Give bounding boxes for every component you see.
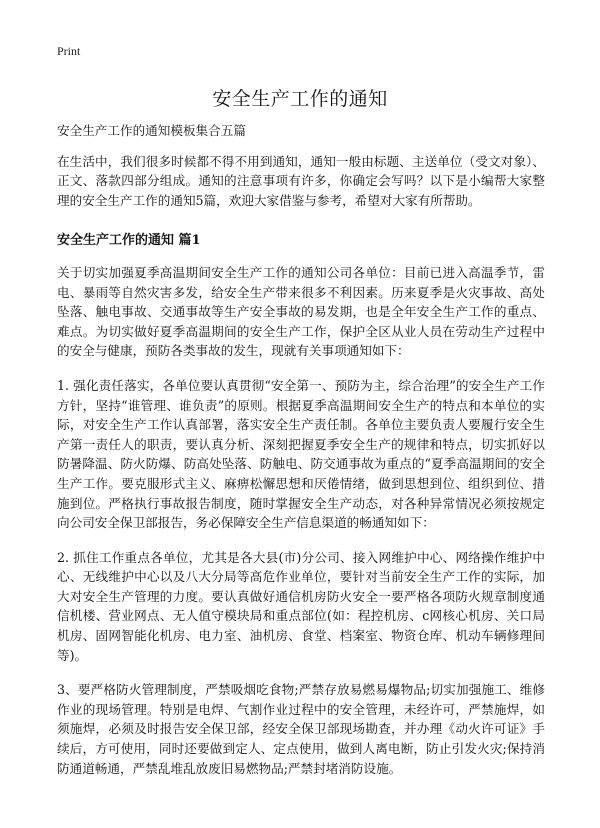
document-subtitle: 安全生产工作的通知模板集合五篇 (57, 123, 246, 138)
body-paragraph-3: 2. 抓住工作重点各单位，尤其是各大县(市)分公司、接入网维护中心、网络操作维护中心、无线维护中心以及八大分局等高危作业单位，要针对当前安全生产工作的实际，加大对安全生产管理的力度。要认真做好通信机房防火安全一要严格各项防火规章制度通信机楼、营业网点、无人值守模块局和重点部位(如：程控机房、c网核心机房、关口局机房、固网智能化机房、电力室、油机房、食堂、档案室、物资仓库、机动车辆修理间等)。 (57, 549, 545, 663)
body-paragraph-2: 1. 强化责任落实，各单位要认真贯彻“安全第一、预防为主，综合治理”的安全生产工作方针，坚持“谁管理、谁负责”的原则。根据夏季高温期间安全生产的特点和本单位的实际，对安全生产工作认真部署，落实安全生产责任制。各单位主要负责人要履行安全生产第一责任人的职责，要认真分析、深刻把握夏季安全生产的规律和特点，切实抓好以防暑降温、防火防爆、防高处坠落、防触电、防交通事故为重点的“夏季高温期间的安全生产工作。要克服形式主义、麻痹松懈思想和厌倦情绪，做到思想到位、组织到位、措施到位。严格执行事故报告制度，随时掌握安全生产动态，对各种异常情况必须按规定向公司安全保卫部报告，务必保障安全生产信息渠道的畅通知如下： (57, 377, 545, 531)
print-label: Print (57, 44, 81, 58)
document-title: 安全生产工作的通知 (212, 88, 388, 110)
intro-paragraph: 在生活中，我们很多时候都不得不用到通知，通知一般由标题、主送单位（受文对象）、正文、落款四部分组成。通知的注意事项有许多，你确定会写吗？以下是小编帮大家整理的安全生产工作的通知5篇，欢迎大家借鉴与参考，希望对大家有所帮助。 (57, 153, 545, 208)
body-paragraph-4: 3、要严格防火管理制度，严禁吸烟吃食物;严禁存放易燃易爆物品;切实加强施工、维修作业的现场管理。特别是电焊、气割作业过程中的安全管理，未经许可，严禁施焊，如须施焊，必须及时报告安全保卫部，经安全保卫部现场勘查，并办理《动火许可证》手续后，方可使用，同时还要做到定人、定点使用，做到人离电断，防止引发火灾;保持消防通道畅通，严禁乱堆乱放废旧易燃物品;严禁封堵消防设施。 (57, 682, 545, 776)
body-paragraph-1: 关于切实加强夏季高温期间安全生产工作的通知公司各单位：目前已进入高温季节，雷电、暴雨等自然灾害多发，给安全生产带来很多不利因素。历来夏季是火灾事故、高处坠落、触电事故、交通事故等生产安全事故的易发期，也是全年安全生产工作的重点、难点。为切实做好夏季高温期间的安全生产工作，保护全区从业人员在劳动生产过程中的安全与健康，预防各类事故的发生，现就有关事项通知如下： (57, 264, 545, 359)
document-body (57, 121, 545, 793)
section-heading: 安全生产工作的通知 篇1 (57, 233, 201, 249)
